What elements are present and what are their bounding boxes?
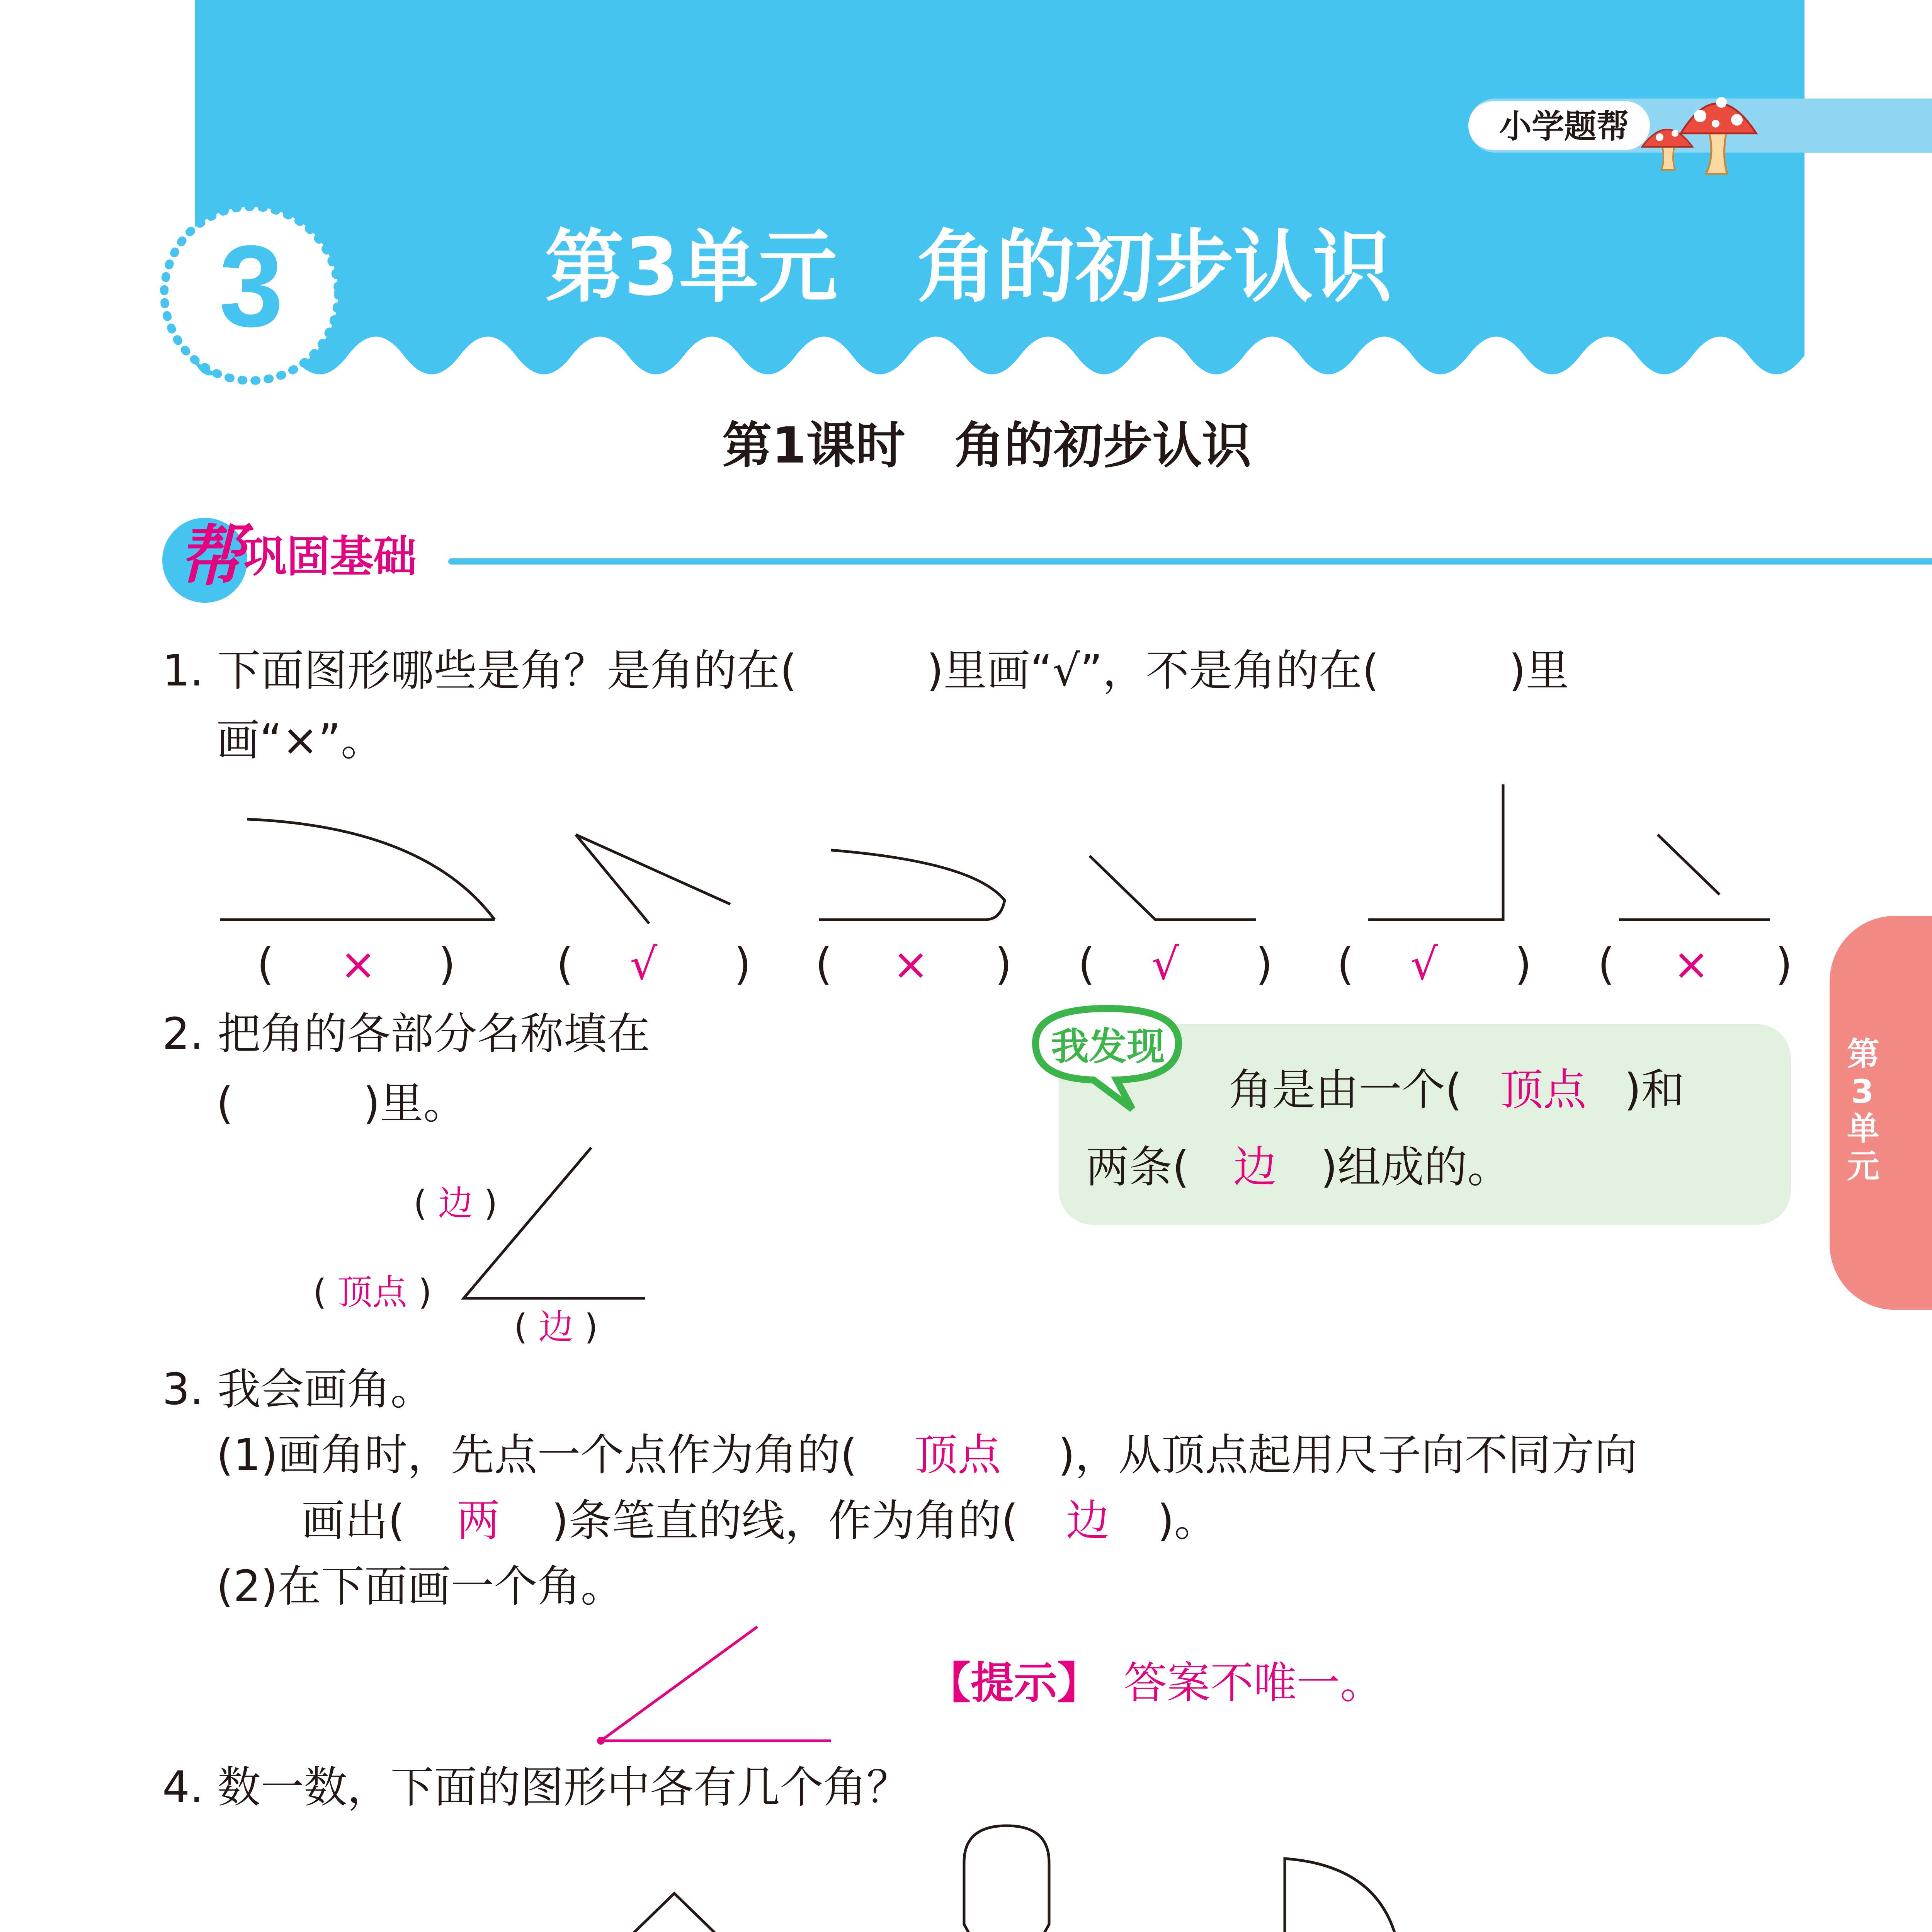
q1-figure-3 [819, 850, 1005, 920]
q1-figure-2 [576, 835, 730, 923]
q1-figure-4 [1090, 856, 1256, 920]
brand-name: 小学题帮 [1499, 107, 1629, 145]
q1-answer: × [340, 939, 376, 990]
section-badge: 帮 [178, 518, 244, 595]
q2-text-line1: 2. 把角的各部分名称填在 [162, 1009, 650, 1059]
q1-answer: √ [1151, 939, 1179, 990]
q2-label-bottom-side: ( 边 ) [514, 1307, 598, 1347]
q4-arch-shape [964, 1826, 1049, 1932]
q1-figure-5 [1368, 784, 1503, 920]
section-label: 巩固基础 [243, 532, 417, 582]
q4-figures [0, 1808, 1932, 1932]
q1-answer: √ [630, 939, 658, 990]
q1-answer: × [1673, 939, 1709, 990]
q1-answer: √ [1410, 939, 1438, 990]
q4-quarter-circle [1285, 1859, 1401, 1932]
q4-title: 4. 数一数，下面的图形中各有几个角？ [162, 1762, 910, 1813]
side-tab-label: 第3单元 [1847, 1035, 1880, 1185]
lesson-title: 第1课时 角的初步认识 [722, 417, 1252, 474]
q1-answer: × [893, 939, 929, 990]
discovery-line2: 两条( 边 )组成的。 [1086, 1142, 1511, 1192]
q1-text-line1: 1. 下面图形哪些是角？是角的在( )里画“√”，不是角的在( )里 [162, 646, 1569, 696]
mushroom-icon [1638, 70, 1785, 178]
q1-figures [0, 773, 1932, 947]
q1-text-line2: 画“×”。 [216, 715, 384, 765]
q3-hint: 【提示】 答案不唯一。 [927, 1658, 1383, 1708]
q4-triangle [605, 1893, 744, 1932]
q3-title: 3. 我会画角。 [162, 1364, 434, 1415]
q1-answer-row: ( × ) ( √ ) ( × ) ( √ ) ( √ ) ( × ) [257, 939, 1793, 990]
q3-part1-line1: (1)画角时，先点一个点作为角的( 顶点 )，从顶点起用尺子向不同方向 [216, 1430, 1638, 1480]
q1-figure-1 [220, 819, 495, 920]
q2-label-top-side: ( 边 ) [413, 1183, 498, 1224]
q3-part1-line2: 画出( 两 )条笔直的线，作为角的( 边 )。 [301, 1496, 1218, 1546]
q2-text-line2: ( )里。 [216, 1078, 467, 1129]
q1-figure-6 [1619, 835, 1770, 920]
q2-label-vertex: ( 顶点 ) [313, 1272, 432, 1313]
unit-title: 第3单元 角的初步认识 [545, 221, 1392, 313]
q3-part2: (2)在下面画一个角。 [216, 1561, 624, 1612]
unit-number: 3 [219, 221, 284, 351]
discovery-line1: 角是由一个( 顶点 )和 [1229, 1065, 1685, 1115]
q3-drawn-angle [0, 1615, 889, 1754]
discovery-badge: 我发现 [1051, 1025, 1165, 1069]
